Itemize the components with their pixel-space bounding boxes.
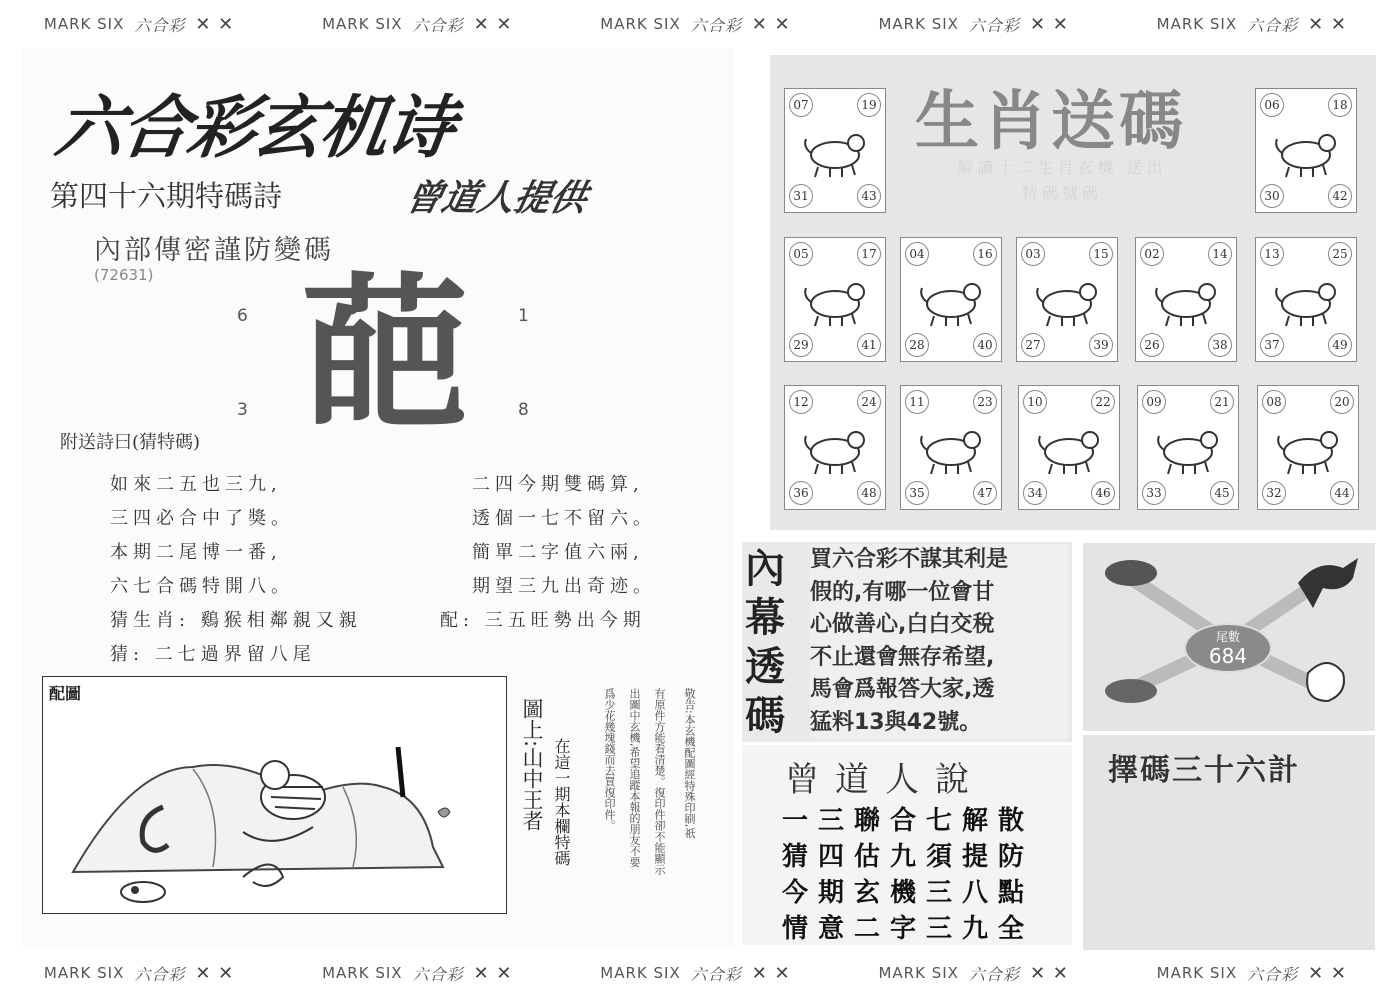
zodiac-number: 04 bbox=[905, 242, 929, 266]
saying-line: 情意二字三九全 bbox=[782, 914, 1035, 944]
poem-line: 期望三九出奇迹。 bbox=[472, 576, 656, 597]
text-line: 心做善心,白白交稅 bbox=[810, 612, 995, 637]
zodiac-number: 40 bbox=[973, 333, 997, 357]
brand-cn-text: 六合彩 bbox=[1247, 15, 1299, 35]
zodiac-card-snake bbox=[1135, 237, 1237, 362]
brand-text: MARK SIX bbox=[878, 15, 959, 33]
poem-line: 二四今期雙碼算, bbox=[472, 474, 644, 495]
header-band bbox=[0, 6, 1391, 42]
zodiac-number: 13 bbox=[1260, 242, 1284, 266]
zodiac-number: 46 bbox=[1091, 481, 1115, 505]
zodiac-number: 45 bbox=[1210, 481, 1234, 505]
brand-cn-text: 六合彩 bbox=[412, 964, 464, 984]
zodiac-number: 15 bbox=[1089, 242, 1113, 266]
zodiac-number: 21 bbox=[1210, 390, 1234, 414]
brand-text: MARK SIX bbox=[600, 15, 681, 33]
zodiac-number: 08 bbox=[1262, 390, 1286, 414]
zodiac-card-rooster bbox=[1018, 385, 1120, 510]
brand-text: MARK SIX bbox=[43, 15, 125, 33]
zodiac-subtitle: 解讀十二生肖玄機 送出特碼號碼 bbox=[957, 158, 1167, 203]
pig-icon bbox=[1273, 414, 1343, 480]
zodiac-panel bbox=[770, 55, 1376, 530]
brand-text: MARK SIX bbox=[1156, 15, 1238, 33]
ox-icon bbox=[1271, 117, 1341, 183]
zodiac-number: 20 bbox=[1330, 390, 1354, 414]
label-char: 幕 bbox=[745, 595, 785, 641]
zodiac-card-monkey bbox=[900, 385, 1002, 510]
cross-icon: ✕ ✕ bbox=[195, 962, 235, 984]
tail-value: 684 bbox=[1208, 644, 1248, 668]
page-title: 六合彩玄机诗 bbox=[50, 89, 458, 168]
attached-poem-heading: 附送詩曰(猜特碼) bbox=[60, 432, 201, 453]
brand-cn-text: 六合彩 bbox=[690, 15, 742, 35]
band-unit bbox=[322, 962, 512, 985]
poem-line: 猜生肖: 鷄猴相鄰親又親 bbox=[110, 610, 362, 631]
zodiac-card-dragon bbox=[1016, 237, 1118, 362]
zodiac-card-rabbit bbox=[900, 237, 1002, 362]
zodiac-card-pig bbox=[1257, 385, 1359, 510]
illustration-box bbox=[42, 676, 507, 914]
rooster-icon bbox=[1307, 663, 1344, 701]
zodiac-card-tiger bbox=[784, 237, 886, 362]
corner-number-tl: 6 bbox=[237, 306, 248, 326]
inside-info-label bbox=[745, 545, 797, 741]
band-unit bbox=[1157, 13, 1347, 36]
text-line: 馬會爲報答大家,透 bbox=[810, 677, 995, 702]
brand-text: MARK SIX bbox=[600, 964, 681, 982]
brand-text: MARK SIX bbox=[322, 964, 403, 982]
text-line: 不止還會無存希望, bbox=[810, 644, 995, 670]
rat-icon bbox=[800, 117, 870, 183]
zodiac-number: 30 bbox=[1260, 184, 1284, 208]
band-unit bbox=[878, 13, 1068, 36]
caption-b: 在這一期本欄特碼 bbox=[552, 738, 571, 866]
zodiac-number: 14 bbox=[1208, 242, 1232, 266]
zodiac-number: 22 bbox=[1091, 390, 1115, 414]
poem-line: 簡單二字值六兩, bbox=[472, 542, 644, 563]
brand-text: MARK SIX bbox=[1156, 964, 1238, 982]
zodiac-number: 07 bbox=[789, 93, 813, 117]
brand-cn-text: 六合彩 bbox=[134, 15, 186, 35]
zodiac-number: 34 bbox=[1023, 481, 1047, 505]
zodiac-number: 48 bbox=[857, 481, 881, 505]
text-line: 買六合彩不謀其利是 bbox=[810, 547, 1009, 572]
cross-icon: ✕ ✕ bbox=[195, 13, 235, 35]
zodiac-number: 38 bbox=[1208, 333, 1232, 357]
inner-notice: 內部傳密謹防變碼 bbox=[94, 235, 334, 266]
dragon-icon bbox=[1032, 266, 1102, 332]
zodiac-number: 37 bbox=[1260, 333, 1284, 357]
poem-line: 六七合碼特開八。 bbox=[110, 576, 294, 597]
corner-number-tr: 1 bbox=[518, 306, 529, 326]
zodiac-number: 28 bbox=[905, 333, 929, 357]
cross-icon: ✕ ✕ bbox=[751, 13, 791, 35]
zodiac-number: 19 bbox=[857, 93, 881, 117]
cross-icon: ✕ ✕ bbox=[473, 962, 513, 984]
zodiac-number: 27 bbox=[1021, 333, 1045, 357]
zodiac-card-dog bbox=[1137, 385, 1239, 510]
band-unit bbox=[44, 962, 234, 985]
zodiac-number: 43 bbox=[857, 184, 881, 208]
zodiac-number: 18 bbox=[1328, 93, 1352, 117]
band-unit bbox=[322, 13, 512, 36]
poem-line: 三四必合中了獎。 bbox=[110, 508, 294, 529]
monkey-icon bbox=[916, 414, 986, 480]
footer-band bbox=[0, 955, 1391, 991]
zodiac-number: 11 bbox=[905, 390, 929, 414]
saying-line: 猜四估九須提防 bbox=[782, 842, 1035, 872]
text-line: 假的,有哪一位會甘 bbox=[810, 579, 995, 605]
caption-a: 圖上:山中王者 bbox=[520, 698, 544, 832]
brand-cn-text: 六合彩 bbox=[690, 964, 742, 984]
band-unit bbox=[878, 962, 1068, 985]
zodiac-number: 23 bbox=[973, 390, 997, 414]
notice-col: 出圖中玄機,希望追蹤本報的朋友不要 bbox=[628, 688, 641, 868]
notice-col: 有原件方能看清楚。復印件卻不能顯示 bbox=[653, 688, 666, 875]
pig-icon bbox=[1105, 560, 1157, 586]
poem-left bbox=[110, 468, 362, 672]
poem-line: 猜: 二七過界留八尾 bbox=[110, 644, 316, 665]
zodiac-number: 10 bbox=[1023, 390, 1047, 414]
zodiac-number: 24 bbox=[857, 390, 881, 414]
brand-cn-text: 六合彩 bbox=[134, 964, 186, 984]
zodiac-number: 36 bbox=[789, 481, 813, 505]
zodiac-number: 26 bbox=[1140, 333, 1164, 357]
zodiac-number: 02 bbox=[1140, 242, 1164, 266]
dog-icon bbox=[1153, 414, 1223, 480]
zodiac-card-ox bbox=[1255, 88, 1357, 213]
horse-icon bbox=[1298, 558, 1358, 608]
zodiac-number: 42 bbox=[1328, 184, 1352, 208]
brand-cn-text: 六合彩 bbox=[412, 15, 464, 35]
brand-cn-text: 六合彩 bbox=[968, 15, 1020, 35]
zodiac-number: 29 bbox=[789, 333, 813, 357]
cross-icon: ✕ ✕ bbox=[1308, 13, 1348, 35]
poem-panel bbox=[22, 48, 734, 948]
zodiac-card-horse bbox=[1255, 237, 1357, 362]
sayings-title: 曾道人說 bbox=[785, 760, 985, 800]
cross-icon: ✕ ✕ bbox=[1308, 962, 1348, 984]
illustration-label: 配圖 bbox=[49, 684, 82, 703]
brand-cn-text: 六合彩 bbox=[968, 964, 1020, 984]
issue-code: (72631) bbox=[94, 266, 154, 284]
zodiac-number: 25 bbox=[1328, 242, 1352, 266]
brand-text: MARK SIX bbox=[878, 964, 959, 982]
rabbit-icon bbox=[916, 266, 986, 332]
zodiac-card-goat bbox=[784, 385, 886, 510]
tail-number-badge bbox=[1184, 623, 1272, 673]
zodiac-number: 35 bbox=[905, 481, 929, 505]
saying-line: 今期玄機三八點 bbox=[782, 878, 1035, 908]
poem-line: 透個一七不留六。 bbox=[472, 508, 656, 529]
band-unit bbox=[1157, 962, 1347, 985]
notice-col: 敬告:本玄機配圖經特殊印刷,祇 bbox=[683, 688, 696, 839]
band-unit bbox=[600, 962, 790, 985]
zodiac-number: 05 bbox=[789, 242, 813, 266]
strategy-title: 擇碼三十六計 bbox=[1108, 753, 1300, 788]
brand-text: MARK SIX bbox=[43, 964, 125, 982]
corner-number-bl: 3 bbox=[237, 400, 248, 420]
label-char: 碼 bbox=[745, 693, 785, 739]
zodiac-card-rat bbox=[784, 88, 886, 213]
rooster-icon bbox=[1034, 414, 1104, 480]
zodiac-number: 39 bbox=[1089, 333, 1113, 357]
horse-icon bbox=[1271, 266, 1341, 332]
zodiac-number: 47 bbox=[973, 481, 997, 505]
text-line: 猛料13與42號。 bbox=[810, 709, 982, 735]
zodiac-number: 31 bbox=[789, 184, 813, 208]
zodiac-number: 49 bbox=[1328, 333, 1352, 357]
brand-cn-text: 六合彩 bbox=[1247, 964, 1299, 984]
brand-text: MARK SIX bbox=[322, 15, 403, 33]
zodiac-number: 41 bbox=[857, 333, 881, 357]
zodiac-title: 生肖送碼 bbox=[915, 85, 1187, 159]
band-unit bbox=[44, 13, 234, 36]
poem-line: 如來二五也三九, bbox=[110, 474, 282, 495]
zodiac-number: 09 bbox=[1142, 390, 1166, 414]
notice-col: 爲少花幾塊錢而去買復印件。 bbox=[603, 688, 616, 831]
riddle-character: 葩 bbox=[301, 258, 469, 454]
zodiac-number: 12 bbox=[789, 390, 813, 414]
saying-line: 一三聯合七解散 bbox=[782, 806, 1035, 836]
zodiac-number: 16 bbox=[973, 242, 997, 266]
zodiac-number: 17 bbox=[857, 242, 881, 266]
poem-line: 配: 三五旺勢出今期 bbox=[440, 610, 646, 631]
poem-line: 本期二尾博一番, bbox=[110, 542, 282, 563]
issue-subtitle: 第四十六期特碼詩 bbox=[50, 179, 283, 213]
label-char: 透 bbox=[745, 644, 785, 690]
tail-label: 尾數 bbox=[1215, 630, 1240, 644]
cross-icon: ✕ ✕ bbox=[1029, 13, 1069, 35]
tiger-on-mountain-illustration bbox=[43, 677, 506, 913]
zodiac-number: 06 bbox=[1260, 93, 1284, 117]
cross-icon: ✕ ✕ bbox=[1029, 962, 1069, 984]
provider-label: 曾道人提供 bbox=[402, 178, 591, 219]
corner-number-br: 8 bbox=[518, 400, 529, 420]
inside-info-text bbox=[810, 544, 1068, 739]
zodiac-number: 32 bbox=[1262, 481, 1286, 505]
goat-icon bbox=[800, 414, 870, 480]
tiger-icon bbox=[800, 266, 870, 332]
zodiac-number: 33 bbox=[1142, 481, 1166, 505]
poem-right bbox=[440, 468, 656, 638]
label-char: 內 bbox=[745, 546, 785, 592]
cross-icon: ✕ ✕ bbox=[751, 962, 791, 984]
cross-icon: ✕ ✕ bbox=[473, 13, 513, 35]
band-unit bbox=[600, 13, 790, 36]
zodiac-number: 44 bbox=[1330, 481, 1354, 505]
rat-icon bbox=[1105, 679, 1157, 703]
zodiac-number: 03 bbox=[1021, 242, 1045, 266]
snake-icon bbox=[1151, 266, 1221, 332]
